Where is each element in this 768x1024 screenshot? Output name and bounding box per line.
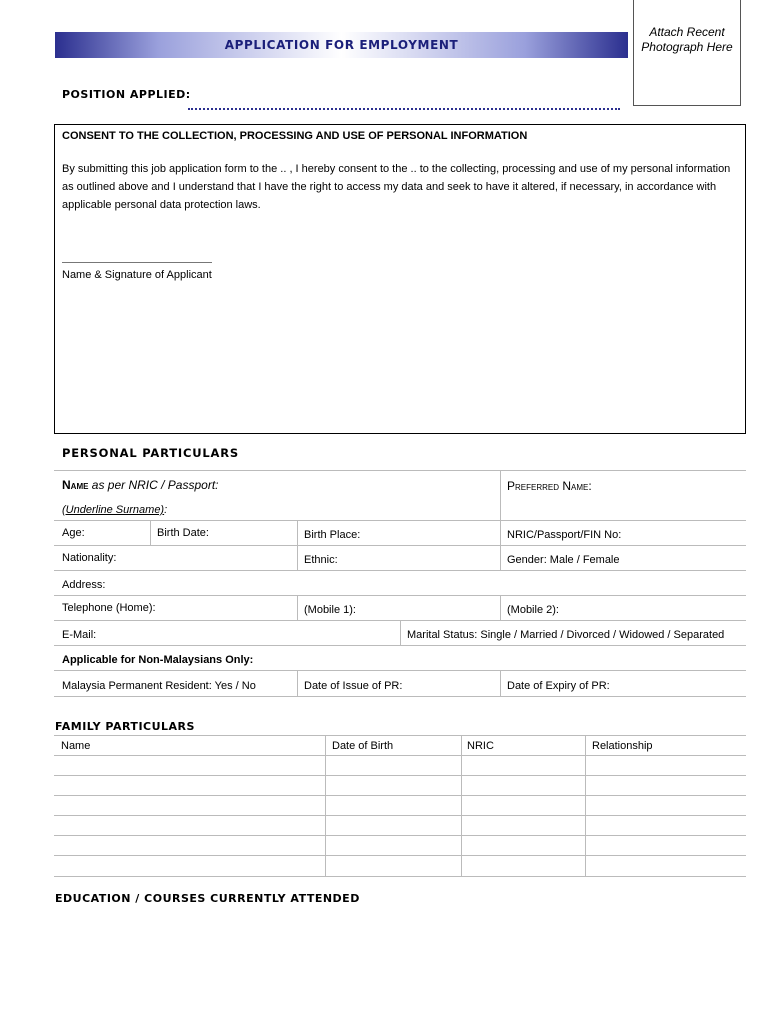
family-row[interactable] bbox=[54, 836, 746, 855]
consent-title: CONSENT TO THE COLLECTION, PROCESSING AND USE OF PERSONAL INFORMATION bbox=[62, 130, 528, 142]
education-heading: EDUCATION / COURSES CURRENTLY ATTENDED bbox=[55, 892, 360, 905]
form-title-banner bbox=[55, 32, 628, 58]
marital-status-field[interactable]: Marital Status: Single / Married / Divorced / Widowed / Separated bbox=[407, 629, 725, 641]
position-applied-field[interactable] bbox=[188, 108, 620, 110]
permanent-resident-field[interactable]: Malaysia Permanent Resident: Yes / No bbox=[62, 680, 256, 692]
name-label-caps: Name bbox=[62, 478, 89, 492]
address-field[interactable]: Address: bbox=[62, 579, 106, 591]
family-table bbox=[54, 735, 746, 877]
pr-issue-date-field[interactable]: Date of Issue of PR: bbox=[304, 680, 403, 692]
telephone-home-field[interactable]: Telephone (Home): bbox=[62, 602, 156, 614]
family-row[interactable] bbox=[54, 856, 746, 875]
mobile-2-field[interactable]: (Mobile 2): bbox=[507, 604, 559, 616]
family-row[interactable] bbox=[54, 756, 746, 775]
email-field[interactable]: E-Mail: bbox=[62, 629, 97, 641]
age-field[interactable]: Age: bbox=[62, 527, 85, 539]
birth-place-field[interactable]: Birth Place: bbox=[304, 529, 361, 541]
pr-expiry-date-field[interactable]: Date of Expiry of PR: bbox=[507, 680, 610, 692]
preferred-name-field[interactable]: Preferred Name: bbox=[507, 479, 592, 493]
mobile-1-field[interactable]: (Mobile 1): bbox=[304, 604, 356, 616]
form-title: APPLICATION FOR EMPLOYMENT bbox=[224, 38, 459, 52]
personal-particulars-heading: PERSONAL PARTICULARS bbox=[62, 446, 239, 460]
family-col-relationship: Relationship bbox=[592, 740, 653, 752]
family-col-nric: NRIC bbox=[467, 740, 494, 752]
gender-field[interactable]: Gender: Male / Female bbox=[507, 554, 620, 566]
birth-date-field[interactable]: Birth Date: bbox=[157, 527, 209, 539]
family-row[interactable] bbox=[54, 816, 746, 835]
family-col-dob: Date of Birth bbox=[332, 740, 394, 752]
family-row[interactable] bbox=[54, 776, 746, 795]
photo-note: Attach Recent Photograph Here bbox=[641, 25, 733, 54]
consent-text: By submitting this job application form to the .. , I hereby consent to the .. to the collecting, processing and use of my personal information as outlined above and I understand that I have the right to access my data and seek to have it altered, if necessary, in accordance with applicable personal data protection laws. bbox=[62, 163, 731, 211]
photo-placeholder[interactable] bbox=[633, 0, 741, 106]
family-particulars-heading: FAMILY PARTICULARS bbox=[55, 720, 195, 733]
family-row[interactable] bbox=[54, 796, 746, 815]
signature-line[interactable] bbox=[62, 262, 212, 263]
position-applied-label: POSITION APPLIED: bbox=[62, 88, 191, 101]
non-malaysian-note: Applicable for Non-Malaysians Only: bbox=[62, 654, 254, 666]
signature-label: Name & Signature of Applicant bbox=[62, 269, 212, 281]
ethnic-field[interactable]: Ethnic: bbox=[304, 554, 338, 566]
nric-field[interactable]: NRIC/Passport/FIN No: bbox=[507, 529, 622, 541]
underline-surname-colon: : bbox=[164, 504, 168, 516]
name-field[interactable] bbox=[62, 478, 219, 492]
nationality-field[interactable]: Nationality: bbox=[62, 552, 117, 564]
underline-surname-note bbox=[62, 504, 167, 516]
name-label-rest: as per NRIC / Passport: bbox=[88, 478, 219, 492]
underline-surname-text: (Underline Surname) bbox=[62, 504, 165, 516]
family-col-name: Name bbox=[61, 740, 91, 752]
